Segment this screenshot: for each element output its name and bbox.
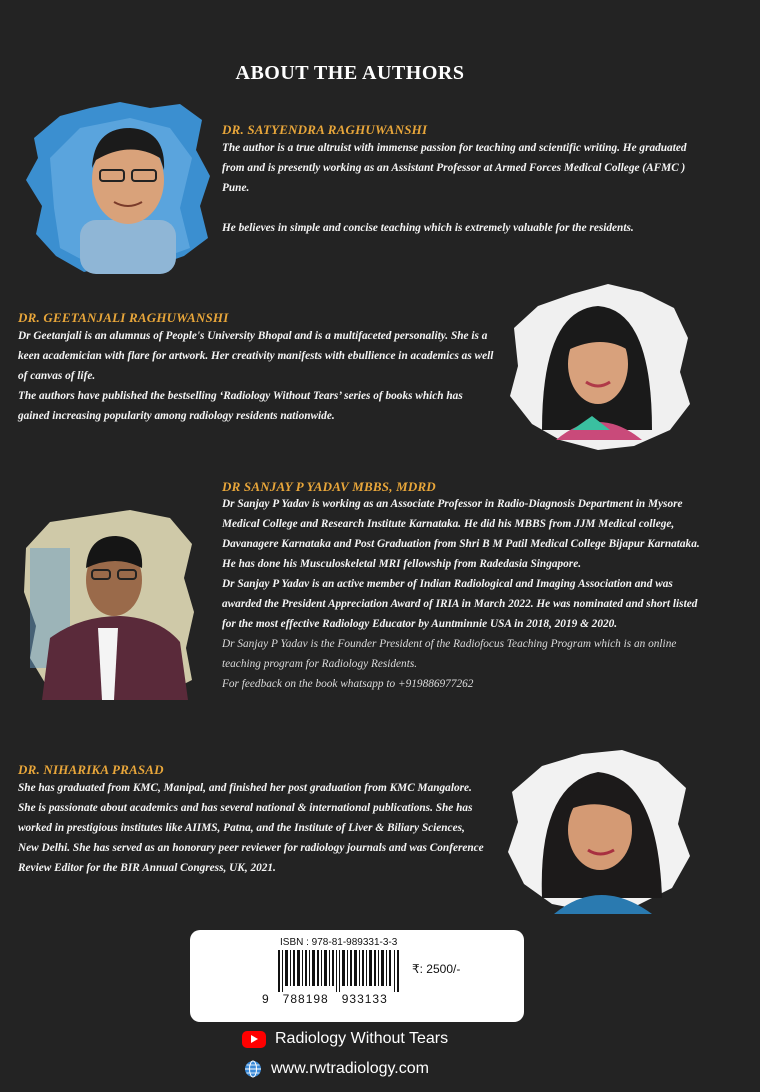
author-name: DR. GEETANJALI RAGHUWANSHI (18, 310, 229, 325)
youtube-icon (242, 1031, 266, 1048)
bio-paragraph: She has graduated from KMC, Manipal, and finished her post graduation from KMC Mangalore. She is passionate about academics and has several national & international publications. She has worked in prestigious institutes like AIIMS, Patna, and the Institute of Liver & Biliary Sciences, New Delhi. She has served as an honorary peer reviewer for radiology journals and was Conference Review Editor for the BIR Annual Congress, UK, 2021. (18, 782, 484, 874)
brand-name: Radiology Without Tears (275, 1030, 449, 1047)
author-photo-sanjay (20, 508, 196, 700)
isbn-barcode-box (190, 930, 524, 1022)
author-photo-satyendra (20, 98, 212, 274)
bio-paragraph: Dr Geetanjali is an alumnus of People's University Bhopal and is a multifaceted personality. She is a keen academician with flare for artwork. Her creativity manifests with ebullience in academics as well of canvas of life. (18, 330, 494, 382)
author-name: DR. SATYENDRA RAGHUWANSHI (222, 122, 428, 137)
author-bio (222, 138, 704, 238)
barcode-icon (278, 950, 402, 992)
isbn-label: ISBN : 978-81-989331-3-3 (280, 937, 398, 948)
author-bio (222, 494, 704, 694)
globe-icon (244, 1060, 262, 1078)
bio-paragraph: Dr Sanjay P Yadav is an active member of Indian Radiological and Imaging Association and was awarded the President Appreciation Award of IRIA in March 2022. He was nominated and short listed for the most effective Radiology Educator by Auntminnie USA in 2018, 2019 & 2020. (222, 578, 698, 630)
barcode-digits: 9 788198 933133 (262, 992, 388, 1006)
author-name: DR SANJAY P YADAV MBBS, MDRD (222, 479, 436, 494)
website-link[interactable] (244, 1060, 429, 1078)
bio-paragraph: He believes in simple and concise teaching which is extremely valuable for the residents. (222, 222, 634, 234)
website-url: www.rwtradiology.com (271, 1060, 429, 1077)
bio-paragraph: The authors have published the bestselling ‘Radiology Without Tears’ series of books which has gained increasing popularity among radiology residents nationwide. (18, 390, 463, 422)
author-bio (18, 326, 496, 426)
author-bio (18, 778, 488, 878)
page-title: ABOUT THE AUTHORS (235, 62, 465, 84)
bio-paragraph: For feedback on the book whatsapp to +919886977262 (222, 678, 474, 690)
author-photo-niharika (502, 748, 692, 914)
author-photo-geetanjali (502, 280, 692, 452)
bio-paragraph: Dr Sanjay P Yadav is the Founder President of the Radiofocus Teaching Program which is an online teaching program for Radiology Residents. (222, 638, 677, 670)
author-name: DR. NIHARIKA PRASAD (18, 762, 164, 777)
brand-link[interactable] (242, 1030, 448, 1048)
bio-paragraph: The author is a true altruist with immense passion for teaching and scientific writing. He graduated from and is presently working as an Assistant Professor at Armed Forces Medical College (AFMC ) Pune. (222, 142, 687, 194)
bio-paragraph: Dr Sanjay P Yadav is working as an Associate Professor in Radio-Diagnosis Department in Mysore Medical College and Research Institute Karnataka. He did his MBBS from JJM Medical college, Davanagere Karnataka and Post Graduation from Shri B M Patil Medical College Bijapur Karnataka. He has done his Musculoskeletal MRI fellowship from Radedasia Singapore. (222, 498, 700, 570)
price-label: ₹: 2500/- (412, 962, 461, 976)
